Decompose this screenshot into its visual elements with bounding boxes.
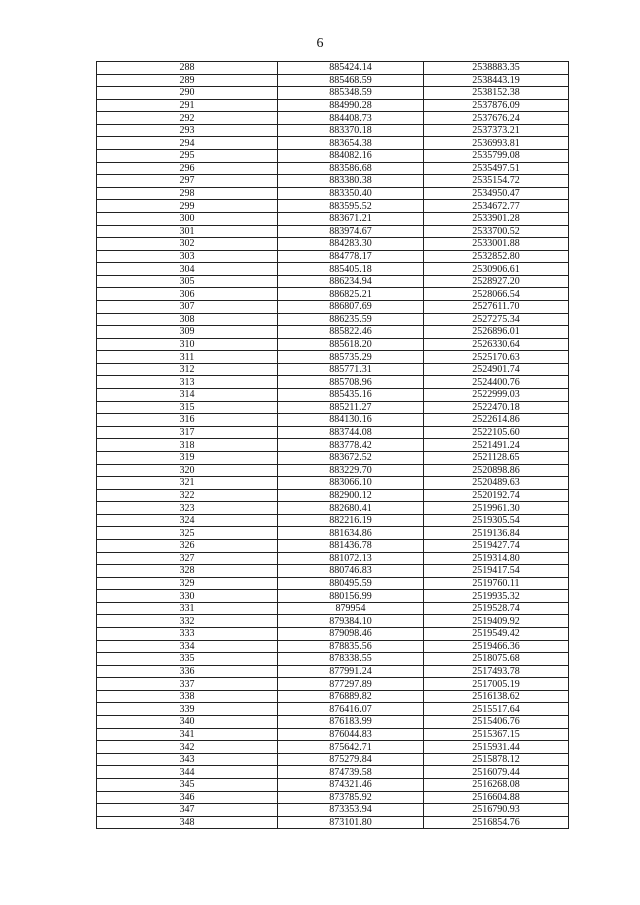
point-number-cell: 345 bbox=[97, 778, 278, 791]
y-coordinate-cell: 2522614.86 bbox=[424, 414, 569, 427]
point-number-cell: 302 bbox=[97, 238, 278, 251]
table-row bbox=[97, 602, 569, 615]
y-coordinate-cell: 2518075.68 bbox=[424, 653, 569, 666]
table-row bbox=[97, 124, 569, 137]
table-row bbox=[97, 351, 569, 364]
x-coordinate-cell: 878835.56 bbox=[278, 640, 424, 653]
x-coordinate-cell: 883370.18 bbox=[278, 124, 424, 137]
y-coordinate-cell: 2519528.74 bbox=[424, 602, 569, 615]
point-number-cell: 338 bbox=[97, 690, 278, 703]
point-number-cell: 329 bbox=[97, 577, 278, 590]
x-coordinate-cell: 885211.27 bbox=[278, 401, 424, 414]
x-coordinate-cell: 885735.29 bbox=[278, 351, 424, 364]
point-number-cell: 292 bbox=[97, 112, 278, 125]
x-coordinate-cell: 876889.82 bbox=[278, 690, 424, 703]
table-row bbox=[97, 74, 569, 87]
point-number-cell: 295 bbox=[97, 150, 278, 163]
table-row bbox=[97, 250, 569, 263]
point-number-cell: 348 bbox=[97, 816, 278, 829]
table-row bbox=[97, 426, 569, 439]
table-row bbox=[97, 816, 569, 829]
point-number-cell: 314 bbox=[97, 389, 278, 402]
table-row bbox=[97, 212, 569, 225]
table-row bbox=[97, 414, 569, 427]
y-coordinate-cell: 2533700.52 bbox=[424, 225, 569, 238]
table-row bbox=[97, 640, 569, 653]
point-number-cell: 289 bbox=[97, 74, 278, 87]
y-coordinate-cell: 2535154.72 bbox=[424, 175, 569, 188]
y-coordinate-cell: 2534672.77 bbox=[424, 200, 569, 213]
x-coordinate-cell: 880495.59 bbox=[278, 577, 424, 590]
x-coordinate-cell: 881436.78 bbox=[278, 539, 424, 552]
point-number-cell: 323 bbox=[97, 502, 278, 515]
table-row bbox=[97, 326, 569, 339]
point-number-cell: 319 bbox=[97, 451, 278, 464]
table-row bbox=[97, 464, 569, 477]
point-number-cell: 326 bbox=[97, 539, 278, 552]
table-row bbox=[97, 99, 569, 112]
table-row bbox=[97, 628, 569, 641]
point-number-cell: 331 bbox=[97, 602, 278, 615]
y-coordinate-cell: 2520192.74 bbox=[424, 489, 569, 502]
x-coordinate-cell: 882216.19 bbox=[278, 514, 424, 527]
table-row bbox=[97, 175, 569, 188]
y-coordinate-cell: 2538883.35 bbox=[424, 62, 569, 75]
table-row bbox=[97, 87, 569, 100]
x-coordinate-cell: 883586.68 bbox=[278, 162, 424, 175]
point-number-cell: 322 bbox=[97, 489, 278, 502]
table-row bbox=[97, 477, 569, 490]
point-number-cell: 334 bbox=[97, 640, 278, 653]
y-coordinate-cell: 2519409.92 bbox=[424, 615, 569, 628]
y-coordinate-cell: 2535497.51 bbox=[424, 162, 569, 175]
point-number-cell: 294 bbox=[97, 137, 278, 150]
x-coordinate-cell: 883380.38 bbox=[278, 175, 424, 188]
x-coordinate-cell: 877991.24 bbox=[278, 665, 424, 678]
y-coordinate-cell: 2532852.80 bbox=[424, 250, 569, 263]
table-row bbox=[97, 200, 569, 213]
point-number-cell: 313 bbox=[97, 376, 278, 389]
point-number-cell: 327 bbox=[97, 552, 278, 565]
x-coordinate-cell: 884283.30 bbox=[278, 238, 424, 251]
coordinates-table-body bbox=[97, 62, 569, 829]
x-coordinate-cell: 873785.92 bbox=[278, 791, 424, 804]
table-row bbox=[97, 716, 569, 729]
y-coordinate-cell: 2533001.88 bbox=[424, 238, 569, 251]
y-coordinate-cell: 2533901.28 bbox=[424, 212, 569, 225]
table-row bbox=[97, 313, 569, 326]
table-row bbox=[97, 728, 569, 741]
y-coordinate-cell: 2524400.76 bbox=[424, 376, 569, 389]
x-coordinate-cell: 884130.16 bbox=[278, 414, 424, 427]
x-coordinate-cell: 882900.12 bbox=[278, 489, 424, 502]
point-number-cell: 290 bbox=[97, 87, 278, 100]
table-row bbox=[97, 376, 569, 389]
table-row bbox=[97, 741, 569, 754]
point-number-cell: 304 bbox=[97, 263, 278, 276]
point-number-cell: 303 bbox=[97, 250, 278, 263]
x-coordinate-cell: 879384.10 bbox=[278, 615, 424, 628]
point-number-cell: 324 bbox=[97, 514, 278, 527]
y-coordinate-cell: 2528066.54 bbox=[424, 288, 569, 301]
y-coordinate-cell: 2536993.81 bbox=[424, 137, 569, 150]
x-coordinate-cell: 884082.16 bbox=[278, 150, 424, 163]
point-number-cell: 308 bbox=[97, 313, 278, 326]
x-coordinate-cell: 874321.46 bbox=[278, 778, 424, 791]
point-number-cell: 293 bbox=[97, 124, 278, 137]
point-number-cell: 312 bbox=[97, 363, 278, 376]
x-coordinate-cell: 879954 bbox=[278, 602, 424, 615]
point-number-cell: 347 bbox=[97, 804, 278, 817]
table-row bbox=[97, 615, 569, 628]
y-coordinate-cell: 2515406.76 bbox=[424, 716, 569, 729]
x-coordinate-cell: 883229.70 bbox=[278, 464, 424, 477]
y-coordinate-cell: 2526896.01 bbox=[424, 326, 569, 339]
y-coordinate-cell: 2519466.36 bbox=[424, 640, 569, 653]
table-row bbox=[97, 778, 569, 791]
x-coordinate-cell: 886807.69 bbox=[278, 300, 424, 313]
y-coordinate-cell: 2519136.84 bbox=[424, 527, 569, 540]
table-row bbox=[97, 565, 569, 578]
y-coordinate-cell: 2519314.80 bbox=[424, 552, 569, 565]
table-row bbox=[97, 263, 569, 276]
point-number-cell: 344 bbox=[97, 766, 278, 779]
point-number-cell: 339 bbox=[97, 703, 278, 716]
y-coordinate-cell: 2522105.60 bbox=[424, 426, 569, 439]
point-number-cell: 299 bbox=[97, 200, 278, 213]
y-coordinate-cell: 2520489.63 bbox=[424, 477, 569, 490]
table-row bbox=[97, 665, 569, 678]
table-row bbox=[97, 590, 569, 603]
point-number-cell: 306 bbox=[97, 288, 278, 301]
y-coordinate-cell: 2527275.34 bbox=[424, 313, 569, 326]
x-coordinate-cell: 885708.96 bbox=[278, 376, 424, 389]
x-coordinate-cell: 875642.71 bbox=[278, 741, 424, 754]
y-coordinate-cell: 2524901.74 bbox=[424, 363, 569, 376]
x-coordinate-cell: 885468.59 bbox=[278, 74, 424, 87]
table-row bbox=[97, 225, 569, 238]
y-coordinate-cell: 2520898.86 bbox=[424, 464, 569, 477]
x-coordinate-cell: 883066.10 bbox=[278, 477, 424, 490]
table-row bbox=[97, 791, 569, 804]
y-coordinate-cell: 2515517.64 bbox=[424, 703, 569, 716]
x-coordinate-cell: 873101.80 bbox=[278, 816, 424, 829]
table-row bbox=[97, 690, 569, 703]
x-coordinate-cell: 884990.28 bbox=[278, 99, 424, 112]
table-row bbox=[97, 703, 569, 716]
y-coordinate-cell: 2530906.61 bbox=[424, 263, 569, 276]
x-coordinate-cell: 883974.67 bbox=[278, 225, 424, 238]
x-coordinate-cell: 886825.21 bbox=[278, 288, 424, 301]
point-number-cell: 335 bbox=[97, 653, 278, 666]
y-coordinate-cell: 2527611.70 bbox=[424, 300, 569, 313]
y-coordinate-cell: 2538443.19 bbox=[424, 74, 569, 87]
table-row bbox=[97, 502, 569, 515]
table-row bbox=[97, 539, 569, 552]
y-coordinate-cell: 2515367.15 bbox=[424, 728, 569, 741]
x-coordinate-cell: 885348.59 bbox=[278, 87, 424, 100]
y-coordinate-cell: 2537676.24 bbox=[424, 112, 569, 125]
y-coordinate-cell: 2516854.76 bbox=[424, 816, 569, 829]
x-coordinate-cell: 880746.83 bbox=[278, 565, 424, 578]
point-number-cell: 343 bbox=[97, 753, 278, 766]
table-row bbox=[97, 288, 569, 301]
point-number-cell: 288 bbox=[97, 62, 278, 75]
point-number-cell: 336 bbox=[97, 665, 278, 678]
x-coordinate-cell: 884408.73 bbox=[278, 112, 424, 125]
x-coordinate-cell: 885405.18 bbox=[278, 263, 424, 276]
y-coordinate-cell: 2517493.78 bbox=[424, 665, 569, 678]
point-number-cell: 305 bbox=[97, 275, 278, 288]
y-coordinate-cell: 2538152.38 bbox=[424, 87, 569, 100]
table-row bbox=[97, 439, 569, 452]
x-coordinate-cell: 873353.94 bbox=[278, 804, 424, 817]
point-number-cell: 316 bbox=[97, 414, 278, 427]
x-coordinate-cell: 883672.52 bbox=[278, 451, 424, 464]
y-coordinate-cell: 2525170.63 bbox=[424, 351, 569, 364]
x-coordinate-cell: 876183.99 bbox=[278, 716, 424, 729]
table-row bbox=[97, 187, 569, 200]
table-row bbox=[97, 137, 569, 150]
y-coordinate-cell: 2521491.24 bbox=[424, 439, 569, 452]
table-row bbox=[97, 489, 569, 502]
point-number-cell: 298 bbox=[97, 187, 278, 200]
point-number-cell: 311 bbox=[97, 351, 278, 364]
point-number-cell: 337 bbox=[97, 678, 278, 691]
point-number-cell: 297 bbox=[97, 175, 278, 188]
y-coordinate-cell: 2516138.62 bbox=[424, 690, 569, 703]
x-coordinate-cell: 874739.58 bbox=[278, 766, 424, 779]
point-number-cell: 325 bbox=[97, 527, 278, 540]
y-coordinate-cell: 2522999.03 bbox=[424, 389, 569, 402]
point-number-cell: 307 bbox=[97, 300, 278, 313]
x-coordinate-cell: 885822.46 bbox=[278, 326, 424, 339]
x-coordinate-cell: 885771.31 bbox=[278, 363, 424, 376]
point-number-cell: 320 bbox=[97, 464, 278, 477]
y-coordinate-cell: 2517005.19 bbox=[424, 678, 569, 691]
point-number-cell: 341 bbox=[97, 728, 278, 741]
table-row bbox=[97, 300, 569, 313]
table-row bbox=[97, 451, 569, 464]
y-coordinate-cell: 2519935.32 bbox=[424, 590, 569, 603]
x-coordinate-cell: 876044.83 bbox=[278, 728, 424, 741]
y-coordinate-cell: 2516079.44 bbox=[424, 766, 569, 779]
table-row bbox=[97, 238, 569, 251]
table-row bbox=[97, 766, 569, 779]
x-coordinate-cell: 876416.07 bbox=[278, 703, 424, 716]
y-coordinate-cell: 2519427.74 bbox=[424, 539, 569, 552]
table-row bbox=[97, 804, 569, 817]
y-coordinate-cell: 2516604.88 bbox=[424, 791, 569, 804]
point-number-cell: 332 bbox=[97, 615, 278, 628]
point-number-cell: 318 bbox=[97, 439, 278, 452]
point-number-cell: 300 bbox=[97, 212, 278, 225]
table-row bbox=[97, 753, 569, 766]
y-coordinate-cell: 2537373.21 bbox=[424, 124, 569, 137]
point-number-cell: 330 bbox=[97, 590, 278, 603]
table-row bbox=[97, 514, 569, 527]
x-coordinate-cell: 886235.59 bbox=[278, 313, 424, 326]
x-coordinate-cell: 878338.55 bbox=[278, 653, 424, 666]
x-coordinate-cell: 883671.21 bbox=[278, 212, 424, 225]
table-row bbox=[97, 577, 569, 590]
y-coordinate-cell: 2535799.08 bbox=[424, 150, 569, 163]
x-coordinate-cell: 879098.46 bbox=[278, 628, 424, 641]
point-number-cell: 340 bbox=[97, 716, 278, 729]
table-row bbox=[97, 678, 569, 691]
x-coordinate-cell: 881634.86 bbox=[278, 527, 424, 540]
y-coordinate-cell: 2519305.54 bbox=[424, 514, 569, 527]
y-coordinate-cell: 2516790.93 bbox=[424, 804, 569, 817]
table-row bbox=[97, 162, 569, 175]
point-number-cell: 315 bbox=[97, 401, 278, 414]
y-coordinate-cell: 2522470.18 bbox=[424, 401, 569, 414]
x-coordinate-cell: 877297.89 bbox=[278, 678, 424, 691]
table-row bbox=[97, 112, 569, 125]
x-coordinate-cell: 884778.17 bbox=[278, 250, 424, 263]
y-coordinate-cell: 2516268.08 bbox=[424, 778, 569, 791]
y-coordinate-cell: 2519417.54 bbox=[424, 565, 569, 578]
point-number-cell: 291 bbox=[97, 99, 278, 112]
x-coordinate-cell: 881072.13 bbox=[278, 552, 424, 565]
point-number-cell: 301 bbox=[97, 225, 278, 238]
x-coordinate-cell: 883595.52 bbox=[278, 200, 424, 213]
coordinates-table bbox=[96, 61, 569, 829]
point-number-cell: 310 bbox=[97, 338, 278, 351]
x-coordinate-cell: 880156.99 bbox=[278, 590, 424, 603]
y-coordinate-cell: 2519961.30 bbox=[424, 502, 569, 515]
point-number-cell: 346 bbox=[97, 791, 278, 804]
y-coordinate-cell: 2515878.12 bbox=[424, 753, 569, 766]
table-row bbox=[97, 275, 569, 288]
table-row bbox=[97, 338, 569, 351]
x-coordinate-cell: 885618.20 bbox=[278, 338, 424, 351]
x-coordinate-cell: 875279.84 bbox=[278, 753, 424, 766]
y-coordinate-cell: 2528927.20 bbox=[424, 275, 569, 288]
y-coordinate-cell: 2519549.42 bbox=[424, 628, 569, 641]
x-coordinate-cell: 885435.16 bbox=[278, 389, 424, 402]
x-coordinate-cell: 883744.08 bbox=[278, 426, 424, 439]
table-row bbox=[97, 401, 569, 414]
point-number-cell: 342 bbox=[97, 741, 278, 754]
point-number-cell: 317 bbox=[97, 426, 278, 439]
table-row bbox=[97, 389, 569, 402]
y-coordinate-cell: 2534950.47 bbox=[424, 187, 569, 200]
x-coordinate-cell: 883654.38 bbox=[278, 137, 424, 150]
point-number-cell: 296 bbox=[97, 162, 278, 175]
table-row bbox=[97, 653, 569, 666]
table-row bbox=[97, 527, 569, 540]
table-row bbox=[97, 552, 569, 565]
table-row bbox=[97, 363, 569, 376]
y-coordinate-cell: 2521128.65 bbox=[424, 451, 569, 464]
point-number-cell: 321 bbox=[97, 477, 278, 490]
table-row bbox=[97, 150, 569, 163]
point-number-cell: 333 bbox=[97, 628, 278, 641]
x-coordinate-cell: 883778.42 bbox=[278, 439, 424, 452]
point-number-cell: 328 bbox=[97, 565, 278, 578]
page-number: 6 bbox=[316, 36, 324, 51]
y-coordinate-cell: 2537876.09 bbox=[424, 99, 569, 112]
x-coordinate-cell: 882680.41 bbox=[278, 502, 424, 515]
point-number-cell: 309 bbox=[97, 326, 278, 339]
x-coordinate-cell: 886234.94 bbox=[278, 275, 424, 288]
y-coordinate-cell: 2515931.44 bbox=[424, 741, 569, 754]
y-coordinate-cell: 2526330.64 bbox=[424, 338, 569, 351]
x-coordinate-cell: 885424.14 bbox=[278, 62, 424, 75]
table-row bbox=[97, 62, 569, 75]
x-coordinate-cell: 883350.40 bbox=[278, 187, 424, 200]
y-coordinate-cell: 2519760.11 bbox=[424, 577, 569, 590]
